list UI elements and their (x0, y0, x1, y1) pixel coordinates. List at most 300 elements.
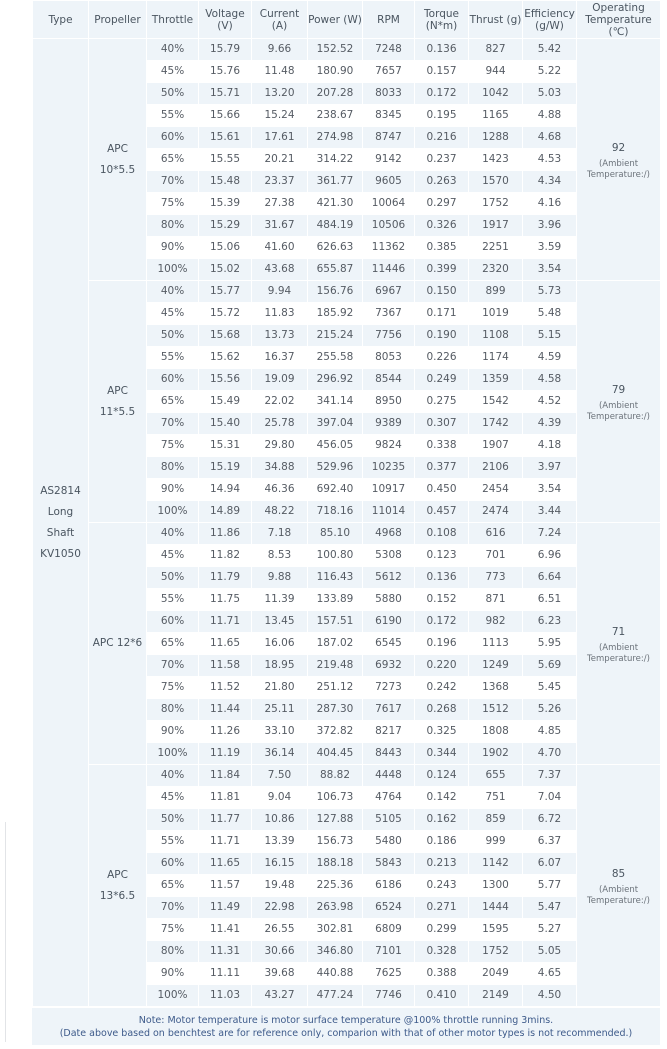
current-cell: 48.22 (252, 501, 308, 523)
temperature-value: 71 (611, 626, 626, 638)
throttle-cell: 40% (147, 281, 199, 303)
torque-cell: 0.190 (415, 325, 469, 347)
thrust-cell: 1359 (469, 369, 523, 391)
voltage-cell: 11.65 (199, 633, 252, 655)
power-cell: 718.16 (308, 501, 363, 523)
voltage-cell: 15.68 (199, 325, 252, 347)
power-cell: 188.18 (308, 853, 363, 875)
current-cell: 8.53 (252, 545, 308, 567)
power-cell: 207.28 (308, 83, 363, 105)
throttle-cell: 80% (147, 215, 199, 237)
efficiency-cell: 7.04 (523, 787, 577, 809)
torque-cell: 0.123 (415, 545, 469, 567)
table-row (33, 281, 661, 303)
torque-cell: 0.172 (415, 83, 469, 105)
efficiency-cell: 5.27 (523, 919, 577, 941)
throttle-cell: 80% (147, 457, 199, 479)
power-cell: 274.98 (308, 127, 363, 149)
thrust-cell: 1570 (469, 171, 523, 193)
thrust-cell: 1752 (469, 941, 523, 963)
efficiency-cell: 4.50 (523, 985, 577, 1007)
current-cell: 16.37 (252, 347, 308, 369)
voltage-cell: 15.72 (199, 303, 252, 325)
power-cell: 152.52 (308, 39, 363, 61)
rpm-cell: 6545 (363, 633, 415, 655)
torque-cell: 0.263 (415, 171, 469, 193)
rpm-cell: 4764 (363, 787, 415, 809)
throttle-cell: 55% (147, 105, 199, 127)
rpm-cell: 10506 (363, 215, 415, 237)
thrust-cell: 899 (469, 281, 523, 303)
rpm-cell: 7756 (363, 325, 415, 347)
rpm-cell: 11446 (363, 259, 415, 281)
throttle-cell: 75% (147, 919, 199, 941)
rpm-cell: 7367 (363, 303, 415, 325)
voltage-cell: 15.02 (199, 259, 252, 281)
header-rpm: RPM (363, 1, 415, 39)
voltage-cell: 15.19 (199, 457, 252, 479)
power-cell: 302.81 (308, 919, 363, 941)
throttle-cell: 45% (147, 61, 199, 83)
voltage-cell: 15.56 (199, 369, 252, 391)
header-thrust: Thrust (g) (469, 1, 523, 39)
power-cell: 421.30 (308, 193, 363, 215)
rpm-cell: 7746 (363, 985, 415, 1007)
thrust-cell: 1752 (469, 193, 523, 215)
torque-cell: 0.338 (415, 435, 469, 457)
thrust-cell: 1808 (469, 721, 523, 743)
efficiency-cell: 6.37 (523, 831, 577, 853)
torque-cell: 0.399 (415, 259, 469, 281)
current-cell: 10.86 (252, 809, 308, 831)
voltage-cell: 11.75 (199, 589, 252, 611)
torque-cell: 0.410 (415, 985, 469, 1007)
rpm-cell: 5105 (363, 809, 415, 831)
header-propeller: Propeller (89, 1, 147, 39)
throttle-cell: 50% (147, 83, 199, 105)
voltage-cell: 11.77 (199, 809, 252, 831)
throttle-cell: 55% (147, 589, 199, 611)
power-cell: 361.77 (308, 171, 363, 193)
voltage-cell: 11.79 (199, 567, 252, 589)
efficiency-cell: 7.24 (523, 523, 577, 545)
thrust-cell: 1595 (469, 919, 523, 941)
voltage-cell: 11.57 (199, 875, 252, 897)
throttle-cell: 65% (147, 391, 199, 413)
rpm-cell: 8544 (363, 369, 415, 391)
power-cell: 692.40 (308, 479, 363, 501)
current-cell: 36.14 (252, 743, 308, 765)
voltage-cell: 11.31 (199, 941, 252, 963)
power-cell: 484.19 (308, 215, 363, 237)
torque-cell: 0.243 (415, 875, 469, 897)
efficiency-cell: 6.23 (523, 611, 577, 633)
efficiency-cell: 5.15 (523, 325, 577, 347)
current-cell: 22.02 (252, 391, 308, 413)
rpm-cell: 8345 (363, 105, 415, 127)
rpm-cell: 5843 (363, 853, 415, 875)
throttle-cell: 55% (147, 347, 199, 369)
thrust-cell: 1249 (469, 655, 523, 677)
efficiency-cell: 3.59 (523, 237, 577, 259)
power-cell: 85.10 (308, 523, 363, 545)
power-cell: 225.36 (308, 875, 363, 897)
current-cell: 11.39 (252, 589, 308, 611)
throttle-cell: 50% (147, 325, 199, 347)
efficiency-cell: 4.18 (523, 435, 577, 457)
throttle-cell: 90% (147, 721, 199, 743)
efficiency-cell: 5.95 (523, 633, 577, 655)
operating-temperature-cell (577, 765, 661, 1007)
throttle-cell: 90% (147, 237, 199, 259)
torque-cell: 0.377 (415, 457, 469, 479)
rpm-cell: 6967 (363, 281, 415, 303)
current-cell: 34.88 (252, 457, 308, 479)
current-cell: 43.27 (252, 985, 308, 1007)
torque-cell: 0.328 (415, 941, 469, 963)
efficiency-cell: 4.59 (523, 347, 577, 369)
current-cell: 19.09 (252, 369, 308, 391)
power-cell: 397.04 (308, 413, 363, 435)
table-note (32, 1007, 660, 1045)
current-cell: 16.06 (252, 633, 308, 655)
rpm-cell: 6186 (363, 875, 415, 897)
efficiency-cell: 4.52 (523, 391, 577, 413)
torque-cell: 0.216 (415, 127, 469, 149)
rpm-cell: 11014 (363, 501, 415, 523)
voltage-cell: 15.77 (199, 281, 252, 303)
thrust-cell: 773 (469, 567, 523, 589)
efficiency-cell: 5.22 (523, 61, 577, 83)
efficiency-cell: 6.72 (523, 809, 577, 831)
spec-table-container (32, 0, 660, 1045)
propeller-cell: APC 12*6 (89, 523, 147, 765)
torque-cell: 0.325 (415, 721, 469, 743)
thrust-cell: 1300 (469, 875, 523, 897)
thrust-cell: 1113 (469, 633, 523, 655)
power-cell: 440.88 (308, 963, 363, 985)
thrust-cell: 751 (469, 787, 523, 809)
power-cell: 238.67 (308, 105, 363, 127)
voltage-cell: 15.31 (199, 435, 252, 457)
thrust-cell: 701 (469, 545, 523, 567)
rpm-cell: 9389 (363, 413, 415, 435)
power-cell: 156.73 (308, 831, 363, 853)
power-cell: 529.96 (308, 457, 363, 479)
efficiency-cell: 5.69 (523, 655, 577, 677)
thrust-cell: 2251 (469, 237, 523, 259)
motor-test-data-table (32, 0, 661, 1007)
throttle-cell: 60% (147, 853, 199, 875)
rpm-cell: 7248 (363, 39, 415, 61)
rpm-cell: 7101 (363, 941, 415, 963)
efficiency-cell: 6.96 (523, 545, 577, 567)
throttle-cell: 40% (147, 523, 199, 545)
thrust-cell: 616 (469, 523, 523, 545)
current-cell: 20.21 (252, 149, 308, 171)
power-cell: 187.02 (308, 633, 363, 655)
throttle-cell: 60% (147, 611, 199, 633)
table-row (33, 523, 661, 545)
thrust-cell: 1444 (469, 897, 523, 919)
torque-cell: 0.242 (415, 677, 469, 699)
rpm-cell: 9605 (363, 171, 415, 193)
efficiency-cell: 5.05 (523, 941, 577, 963)
voltage-cell: 14.89 (199, 501, 252, 523)
rpm-cell: 10917 (363, 479, 415, 501)
throttle-cell: 70% (147, 413, 199, 435)
rpm-cell: 6809 (363, 919, 415, 941)
thrust-cell: 1423 (469, 149, 523, 171)
efficiency-cell: 4.65 (523, 963, 577, 985)
note-line-2: (Date above based on benchtest are for reference only, comparion with that of other motor types is not recommended.) (59, 1028, 633, 1039)
side-divider (5, 822, 6, 1042)
throttle-cell: 90% (147, 479, 199, 501)
thrust-cell: 655 (469, 765, 523, 787)
torque-cell: 0.196 (415, 633, 469, 655)
temperature-value: 92 (611, 142, 626, 154)
power-cell: 372.82 (308, 721, 363, 743)
current-cell: 9.04 (252, 787, 308, 809)
power-cell: 116.43 (308, 567, 363, 589)
throttle-cell: 100% (147, 259, 199, 281)
efficiency-cell: 6.07 (523, 853, 577, 875)
rpm-cell: 9824 (363, 435, 415, 457)
thrust-cell: 1542 (469, 391, 523, 413)
torque-cell: 0.136 (415, 39, 469, 61)
voltage-cell: 11.19 (199, 743, 252, 765)
efficiency-cell: 4.16 (523, 193, 577, 215)
power-cell: 314.22 (308, 149, 363, 171)
temperature-value: 85 (611, 868, 626, 880)
voltage-cell: 11.52 (199, 677, 252, 699)
header-voltage: Voltage (V) (199, 1, 252, 39)
thrust-cell: 1108 (469, 325, 523, 347)
efficiency-cell: 5.48 (523, 303, 577, 325)
power-cell: 456.05 (308, 435, 363, 457)
throttle-cell: 40% (147, 39, 199, 61)
rpm-cell: 7617 (363, 699, 415, 721)
torque-cell: 0.171 (415, 303, 469, 325)
throttle-cell: 45% (147, 545, 199, 567)
power-cell: 106.73 (308, 787, 363, 809)
efficiency-cell: 5.03 (523, 83, 577, 105)
power-cell: 296.92 (308, 369, 363, 391)
voltage-cell: 15.76 (199, 61, 252, 83)
voltage-cell: 11.65 (199, 853, 252, 875)
power-cell: 346.80 (308, 941, 363, 963)
rpm-cell: 7273 (363, 677, 415, 699)
current-cell: 9.66 (252, 39, 308, 61)
torque-cell: 0.457 (415, 501, 469, 523)
operating-temperature-cell (577, 281, 661, 523)
rpm-cell: 4448 (363, 765, 415, 787)
current-cell: 11.48 (252, 61, 308, 83)
current-cell: 13.73 (252, 325, 308, 347)
power-cell: 156.76 (308, 281, 363, 303)
propeller-cell: APC 11*5.5 (89, 281, 147, 523)
throttle-cell: 50% (147, 567, 199, 589)
motor-type-cell: AS2814 Long Shaft KV1050 (33, 39, 89, 1007)
throttle-cell: 65% (147, 875, 199, 897)
propeller-cell: APC 13*6.5 (89, 765, 147, 1007)
efficiency-cell: 3.96 (523, 215, 577, 237)
efficiency-cell: 6.64 (523, 567, 577, 589)
voltage-cell: 15.49 (199, 391, 252, 413)
voltage-cell: 11.71 (199, 611, 252, 633)
rpm-cell: 8443 (363, 743, 415, 765)
power-cell: 100.80 (308, 545, 363, 567)
current-cell: 43.68 (252, 259, 308, 281)
voltage-cell: 15.06 (199, 237, 252, 259)
throttle-cell: 40% (147, 765, 199, 787)
voltage-cell: 14.94 (199, 479, 252, 501)
header-current: Current (A) (252, 1, 308, 39)
current-cell: 19.48 (252, 875, 308, 897)
efficiency-cell: 4.85 (523, 721, 577, 743)
power-cell: 477.24 (308, 985, 363, 1007)
thrust-cell: 944 (469, 61, 523, 83)
current-cell: 13.39 (252, 831, 308, 853)
throttle-cell: 75% (147, 677, 199, 699)
efficiency-cell: 4.88 (523, 105, 577, 127)
thrust-cell: 982 (469, 611, 523, 633)
throttle-cell: 75% (147, 435, 199, 457)
efficiency-cell: 4.39 (523, 413, 577, 435)
torque-cell: 0.299 (415, 919, 469, 941)
efficiency-cell: 3.54 (523, 479, 577, 501)
throttle-cell: 65% (147, 633, 199, 655)
efficiency-cell: 6.51 (523, 589, 577, 611)
operating-temperature-cell (577, 523, 661, 765)
rpm-cell: 7625 (363, 963, 415, 985)
torque-cell: 0.152 (415, 589, 469, 611)
current-cell: 33.10 (252, 721, 308, 743)
throttle-cell: 100% (147, 985, 199, 1007)
rpm-cell: 5612 (363, 567, 415, 589)
voltage-cell: 11.58 (199, 655, 252, 677)
rpm-cell: 6932 (363, 655, 415, 677)
torque-cell: 0.142 (415, 787, 469, 809)
header-power: Power (W) (308, 1, 363, 39)
torque-cell: 0.195 (415, 105, 469, 127)
ambient-temperature-note: (Ambient Temperature:/) (587, 885, 650, 906)
voltage-cell: 11.26 (199, 721, 252, 743)
efficiency-cell: 4.58 (523, 369, 577, 391)
current-cell: 22.98 (252, 897, 308, 919)
ambient-temperature-note: (Ambient Temperature:/) (587, 401, 650, 422)
current-cell: 41.60 (252, 237, 308, 259)
thrust-cell: 2049 (469, 963, 523, 985)
header-temperature: Operating Temperature (℃) (577, 1, 661, 39)
header-efficiency: Efficiency (g/W) (523, 1, 577, 39)
torque-cell: 0.226 (415, 347, 469, 369)
torque-cell: 0.186 (415, 831, 469, 853)
efficiency-cell: 4.34 (523, 171, 577, 193)
torque-cell: 0.271 (415, 897, 469, 919)
rpm-cell: 6190 (363, 611, 415, 633)
torque-cell: 0.124 (415, 765, 469, 787)
voltage-cell: 11.44 (199, 699, 252, 721)
thrust-cell: 827 (469, 39, 523, 61)
voltage-cell: 15.48 (199, 171, 252, 193)
throttle-cell: 55% (147, 831, 199, 853)
throttle-cell: 70% (147, 897, 199, 919)
rpm-cell: 5308 (363, 545, 415, 567)
torque-cell: 0.213 (415, 853, 469, 875)
torque-cell: 0.150 (415, 281, 469, 303)
power-cell: 157.51 (308, 611, 363, 633)
thrust-cell: 1742 (469, 413, 523, 435)
torque-cell: 0.297 (415, 193, 469, 215)
table-row (33, 39, 661, 61)
current-cell: 13.45 (252, 611, 308, 633)
current-cell: 18.95 (252, 655, 308, 677)
voltage-cell: 11.81 (199, 787, 252, 809)
voltage-cell: 11.03 (199, 985, 252, 1007)
throttle-cell: 50% (147, 809, 199, 831)
current-cell: 16.15 (252, 853, 308, 875)
current-cell: 25.11 (252, 699, 308, 721)
torque-cell: 0.385 (415, 237, 469, 259)
efficiency-cell: 5.73 (523, 281, 577, 303)
current-cell: 23.37 (252, 171, 308, 193)
voltage-cell: 11.86 (199, 523, 252, 545)
voltage-cell: 11.71 (199, 831, 252, 853)
throttle-cell: 75% (147, 193, 199, 215)
power-cell: 251.12 (308, 677, 363, 699)
thrust-cell: 1902 (469, 743, 523, 765)
throttle-cell: 70% (147, 655, 199, 677)
power-cell: 341.14 (308, 391, 363, 413)
throttle-cell: 65% (147, 149, 199, 171)
efficiency-cell: 7.37 (523, 765, 577, 787)
efficiency-cell: 5.47 (523, 897, 577, 919)
current-cell: 29.80 (252, 435, 308, 457)
thrust-cell: 2474 (469, 501, 523, 523)
current-cell: 30.66 (252, 941, 308, 963)
power-cell: 127.88 (308, 809, 363, 831)
power-cell: 255.58 (308, 347, 363, 369)
thrust-cell: 2454 (469, 479, 523, 501)
voltage-cell: 11.49 (199, 897, 252, 919)
power-cell: 287.30 (308, 699, 363, 721)
thrust-cell: 1042 (469, 83, 523, 105)
rpm-cell: 8053 (363, 347, 415, 369)
voltage-cell: 11.82 (199, 545, 252, 567)
rpm-cell: 10235 (363, 457, 415, 479)
efficiency-cell: 5.45 (523, 677, 577, 699)
thrust-cell: 1512 (469, 699, 523, 721)
efficiency-cell: 4.53 (523, 149, 577, 171)
torque-cell: 0.344 (415, 743, 469, 765)
note-line-1: Note: Motor temperature is motor surface temperature @100% throttle running 3mins. (138, 1015, 554, 1026)
current-cell: 17.61 (252, 127, 308, 149)
voltage-cell: 15.40 (199, 413, 252, 435)
rpm-cell: 7657 (363, 61, 415, 83)
header-throttle: Throttle (147, 1, 199, 39)
thrust-cell: 1174 (469, 347, 523, 369)
throttle-cell: 100% (147, 743, 199, 765)
power-cell: 626.63 (308, 237, 363, 259)
rpm-cell: 8217 (363, 721, 415, 743)
torque-cell: 0.326 (415, 215, 469, 237)
throttle-cell: 70% (147, 171, 199, 193)
current-cell: 7.50 (252, 765, 308, 787)
torque-cell: 0.162 (415, 809, 469, 831)
rpm-cell: 5880 (363, 589, 415, 611)
table-row (33, 765, 661, 787)
